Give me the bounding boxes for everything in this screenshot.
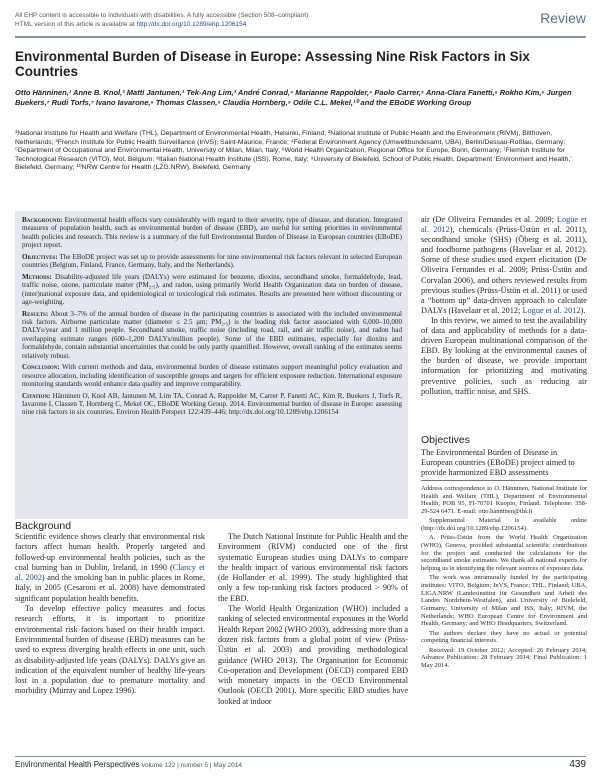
abstract-methods-para <box>22 273 402 307</box>
page-number: 439 <box>569 759 586 770</box>
reference-link[interactable]: Logue et al. 2012 <box>421 215 587 235</box>
author-list: Otto Hänninen,¹ Anne B. Knol,² Matti Jantunen,¹ Tek-Ang Lim,³ André Conrad,⁴ Marianne Rappolder,⁴ Paolo Carrer,⁵ Anna-Clara Fanetti,⁵ Rokho Kim,⁶ Jurgen Buekers,⁷ Rudi Torfs,⁷ Ivano Iavarone,⁸ Thomas Classen,⁹ Claudia Hornberg,⁹ Odile C.L. Mekel,¹⁰ and the EBoDE Working Group <box>15 88 572 107</box>
body-paragraph: The World Health Organization (WHO) included a ranking of selected environmental exposures in the World Health Report 2002 (WHO 2003), addressing more than a dozen risk factors from a global point of view (Prüss-Üstün et al. 2003) and providing methodological guidance (WHO 2013). The Organisation for Economic Co-operation and Development (OECD) compared EBD with monetary impacts in the OECD Environmental Outlook (OECD 2001). More specific EBD studies have looked at indoor <box>218 604 408 706</box>
abstract-label: Citation: <box>22 391 51 400</box>
aim-paragraph: In this review, we aimed to test the availability of data and applicability of methods for a data-driven European multinational comparison of the EBD. By looking at the environmental causes of the burden of disease, we provide important information for prioritizing and motivating preventive policies, such as reducing air pollution, traffic noise, and SHS. <box>421 315 587 396</box>
issue-info: volume 122 | number 5 | May 2014 <box>141 762 242 769</box>
abstract-objectives-para <box>22 253 402 270</box>
section-label: Review <box>540 10 586 26</box>
correspondence-note: Address correspondence to O. Hänninen, National Institute for Health and Welfare (THL), Department of Environmental Health, POB 95, FI-70701 Kuopio, Finland. Telephone: 358-29-524 6471. E-mail: otto.hanninen@thl.fi <box>421 485 587 516</box>
abstract-label: Background: <box>22 216 63 224</box>
abstract-label: Results: <box>22 309 49 318</box>
reference-link[interactable]: Logue et al. 2012 <box>522 305 581 315</box>
background-heading: Background <box>15 520 72 532</box>
abstract-text: Hänninen O, Knol AB, Jantunen M, Lim TA, Conrad A, Rappolder M, Carrer P, Fanetti AC, Kim R, Buekers J, Torfs R, Iavarone I, Classen T, Hornberg C, Mekel OC, EBoDE Working Group. 2014. Environmental burden of disease in Europe: assessing nine risk factors in six countries. Environ Health Perspect 122:439–446; <box>22 391 403 417</box>
footer-divider <box>15 756 586 757</box>
header-divider <box>15 36 586 38</box>
abstract-text: The EBoDE project was set up to provide assessments for nine environmental risk factors relevant in selected European countries (Belgium, Finland, France, Germany, Italy, and the Netherlands). <box>22 252 402 270</box>
notice-line-1: All EHP content is accessible to individuals with disabilities. A fully accessible (Section 508–compliant) <box>15 12 309 19</box>
right-column-text <box>421 215 587 397</box>
abstract-text: Disability-adjusted life years (DALYs) were estimated for benzene, dioxins, secondhand smoke, formaldehyde, lead, traffic noise, ozone, particulate matter (PM₂.₅), and radon, using primarily World Health Organization data on burden of disease, (inter)national exposure data, and epidemiological or toxicological risk estimates. Results are presented here without discounting or age-weighting. <box>22 272 402 307</box>
abstract-label: Objectives: <box>22 252 58 261</box>
abstract <box>22 216 402 420</box>
abstract-text: About 3–7% of the annual burden of disease in the participating countries is associated with the included environmental risk factors. Airborne particulate matter (diameter ≤ 2.5 μm; PM₂.₅) is the leading risk factor associated with 6,000–10,000 DALYs/year and 1 million people. Secondhand smoke, traffic noise (including road, rail, and air traffic noise), and radon had overlapping estimate ranges (600–1,200 DALYs/million people). Some of the EBD estimates, especially for dioxins and formaldehyde, contain substantial uncertainties that could be only partly quantified. However, overall ranking of the estimates seems relatively robust. <box>22 309 402 360</box>
footer-journal <box>15 760 242 769</box>
body-column-2 <box>218 532 408 707</box>
funding-note: The work was intramurally funded by the participating institutes: VITO, Belgium; InVS, France; THL, Finland; UBA, LIGA.NRW (Landesinstitut für Gesundheit und Arbeit des Landes Nordrhein-Westfalen), and University of Bielefeld, Germany; University of Milan and ISS, Italy; RIVM, the Netherlands; WHO European Centre for Environment and Health, Germany; and WHO Headquarters, Switzerland. <box>421 574 587 628</box>
notice-doi-link[interactable]: http://dx.doi.org/10.1289/ehp.1206154 <box>136 21 247 28</box>
objectives-heading: Objectives <box>421 434 471 446</box>
abstract-results-para <box>22 310 402 360</box>
body-paragraph <box>15 532 205 604</box>
text-run: ) and the smoking ban in public places in Rome, Italy, in 2005 (Cesaroni et al. 2008) have demonstrated significant population health benefits. <box>15 573 205 603</box>
abstract-text: Environmental health effects vary considerably with regard to their severity, type of disease, and duration. Integrated measures of population health, such as environmental burden of disease (EBD), are useful for setting priorities in environmental health policies and research. This review is a summary of the full Environmental Burden of Disease in European countries (EBoDE) project report. <box>22 216 402 250</box>
conflict-note: The authors declare they have no actual or potential competing financial interests. <box>421 629 587 645</box>
text-run: ). <box>580 305 586 315</box>
notice-line-2 <box>15 20 395 29</box>
abstract-label: Conclusion: <box>22 363 60 372</box>
acknowledgement-note: A. Prüss-Üstün from the World Health Organization (WHO), Geneva, provided substantial scientific contributions for the project and conducted the calculations for the secondhand smoke estimates. We thank all national experts for helping us in identifying the relevant sources of exposure data. <box>421 534 587 573</box>
footnote-divider <box>421 480 587 481</box>
footnotes <box>421 485 587 671</box>
text-run: air (De Oliveira Fernandes et al. 2009; <box>421 215 554 224</box>
affiliations: ¹National Institute for Health and Welfare (THL), Department of Environmental Health, Helsinki, Finland; ²National Institute of Public Health and the Environment (RIVM), Bilthoven, Netherlands; ³French Institute for Public Health Surveillance (InVS), Saint-Maurice, France; ⁴Federal Environment Agency (Umweltbundesamt, UBA), Berlin/Dessau-Roßlau, Germany; ⁵Department of Occupational and Environmental Health, University of Milan, Milan, Italy; ⁶World Health Organization, Regional Office for Europe, Bonn, Germany; ⁷Flemish Institute for Technological Research (VITO), Mol, Belgium; ⁸Italian National Health Institute (ISS), Rome, Italy; ⁹University of Bielefeld, School of Public Health, Department ‘Environment and Health,’ Bielefeld, Germany; ¹⁰NRW Centre for Health (LZG.NRW), Bielefeld, Germany <box>15 130 572 172</box>
dates-note: Received: 19 October 2012; Accepted: 26 February 2014; Advance Publication: 28 February 2014; Final Publication: 1 May 2014. <box>421 646 587 669</box>
journal-name: Environmental Health Perspectives <box>15 760 140 769</box>
abstract-citation-para <box>22 392 402 417</box>
text-run: ), chemicals (Prüss-Üstün et al. 2011), secondhand smoke (SHS) (Öberg et al. 2011), and foodborne pathogens (Havelaar et al. 2012). Some of these studies used expert elicitation (De Oliveira Fernandes et al. 2009; Prüss-Üstün and Corvalan 2006), and others reviewed results from previous studies (Prüss-Üstün et al. 2011) or used a “bottom up” data-driven approach to calculate DALYs (Havelaar et al. 2012; <box>421 225 587 315</box>
body-paragraph: To develop effective policy measures and focus research efforts, it is important to prioritize environmental risk factors based on their health impact. Environmental burden of disease (EBD) measures can be used to express diverging health effects in one unit, such as disability-adjusted life years (DALYs). DALYs give an indication of the equivalent number of healthy life-years lost in a population due to premature mortality and morbidity (Murray and Lopez 1996). <box>15 604 205 696</box>
notice-prefix: HTML version of this article is available at <box>15 21 135 28</box>
abstract-conclusion-para <box>22 363 402 388</box>
reference-link[interactable]: Clancy et al. 2002 <box>15 562 205 583</box>
article-title: Environmental Burden of Disease in Europe: Assessing Nine Risk Factors in Six Countries <box>15 49 530 79</box>
citation-doi-link[interactable]: http://dx.doi.org/10.1289/ehp.1206154 <box>228 408 339 417</box>
text-run: Scientific evidence shows clearly that environmental risk factors affect human health. Properly targeted and followed-up environmental health policies, such as the coal burning ban in Dublin, Ireland, in 1990 ( <box>15 532 205 572</box>
intro-paragraph <box>421 215 587 316</box>
abstract-text: With current methods and data, environmental burden of disease estimates support meaningful policy evaluation and resource allocation, including identification of susceptible groups and targets for efficient exposure reduction. International exposure monitoring standards would enhance data quality and improve comparability. <box>22 363 402 389</box>
supplemental-note: Supplemental Material is available online (http://dx.doi.org/10.1289/ehp.1206154). <box>421 517 587 533</box>
abstract-label: Methods: <box>22 272 52 281</box>
abstract-background-para <box>22 216 402 250</box>
body-paragraph: The Dutch National Institute for Public Health and the Environment (RIVM) conducted one of the first systematic European studies using DALYs to compare the health impact of various environmental risk factors (de Hollander et al. 1999). The study highlighted that only a few top-ranking risk factors produced > 90% of the EBD. <box>218 532 408 603</box>
accessibility-notice <box>15 11 395 29</box>
objectives-paragraph: The Environmental Burden of Disease in European countries (EBoDE) project aimed to provide harmonized EBD assessments <box>421 448 575 478</box>
body-column-1 <box>15 532 205 697</box>
